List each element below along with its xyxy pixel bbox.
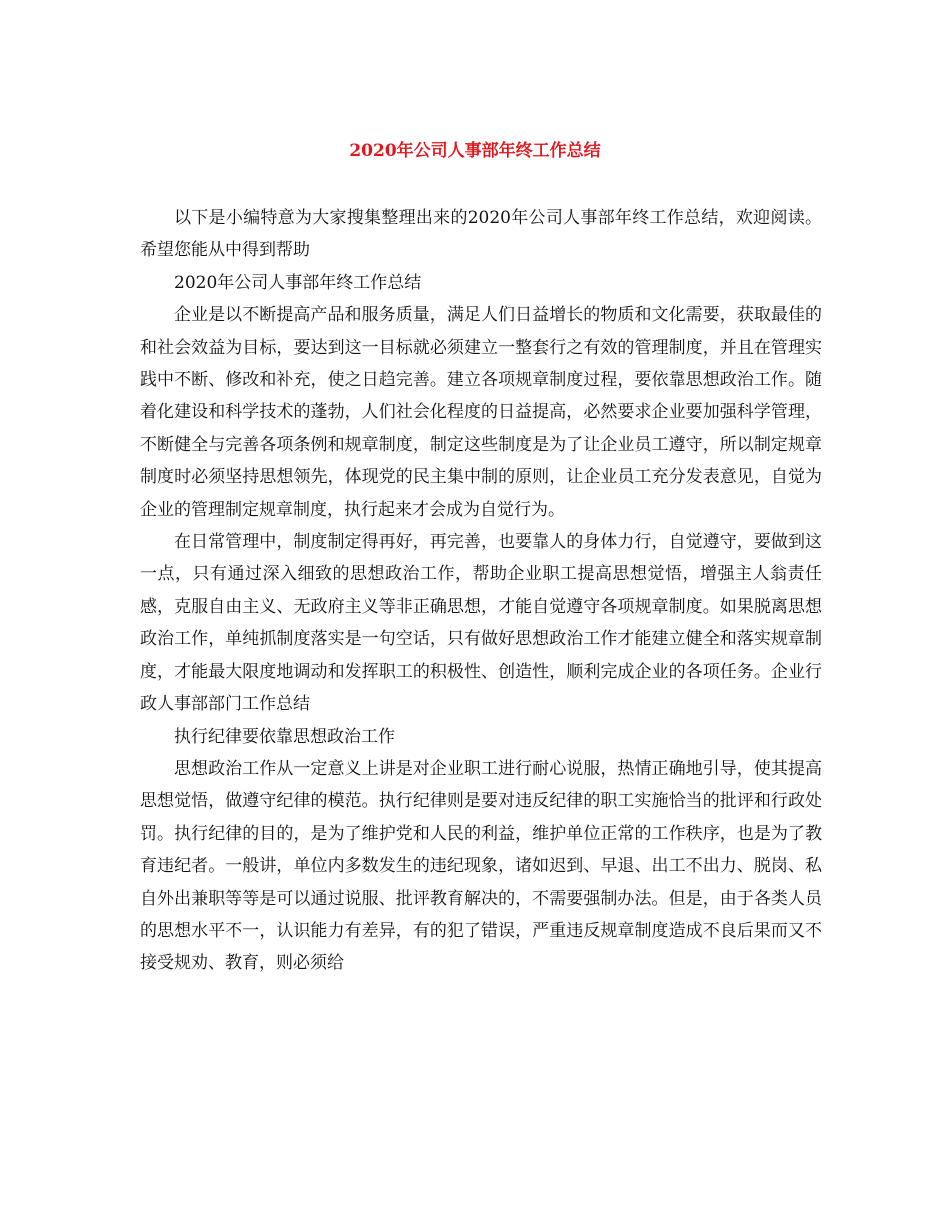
intro-paragraph: 以下是小编特意为大家搜集整理出来的2020年公司人事部年终工作总结，欢迎阅读。希望您能从中得到帮助 xyxy=(140,208,822,261)
document-title: 2020年公司人事部年终工作总结 xyxy=(349,141,601,161)
section-heading-paragraph: 执行纪律要依靠思想政治工作 xyxy=(174,726,395,747)
body-paragraph: 在日常管理中，制度制定得再好，再完善，也要靠人的身体力行，自觉遵守，要做到这一点，只有通过深入细致的思想政治工作，帮助企业职工提高思想觉悟，增强主人翁责任感，克服自由主义、无政府主义等非正确思想，才能自觉遵守各项规章制度。如果脱离思想政治工作，单纯抓制度落实是一句空话，只有做好思想政治工作才能建立健全和落实规章制度，才能最大限度地调动和发挥职工的积极性、创造性，顺利完成企业的各项任务。企业行政人事部部门工作总结 xyxy=(140,532,822,715)
body-paragraph: 企业是以不断提高产品和服务质量，满足人们日益增长的物质和文化需要，获取最佳的和社会效益为目标，要达到这一目标就必须建立一整套行之有效的管理制度，并且在管理实践中不断、修改和补充，使之日趋完善。建立各项规章制度过程，要依靠思想政治工作。随着化建设和科学技术的蓬勃，人们社会化程度的日益提高，必然要求企业要加强科学管理，不断健全与完善各项条例和规章制度，制定这些制度是为了让企业员工遵守，所以制定规章制度时必须坚持思想领先，体现党的民主集中制的原则，让企业员工充分发表意见，自觉为企业的管理制定规章制度，执行起来才会成为自觉行为。 xyxy=(140,305,822,520)
subtitle-paragraph: 2020年公司人事部年终工作总结 xyxy=(174,272,422,293)
document-body xyxy=(140,202,822,980)
body-paragraph: 思想政治工作从一定意义上讲是对企业职工进行耐心说服，热情正确地引导，使其提高思想觉悟，做遵守纪律的模范。执行纪律则是要对违反纪律的职工实施恰当的批评和行政处罚。执行纪律的目的，是为了维护党和人民的利益，维护单位正常的工作秩序，也是为了教育违纪者。一般讲，单位内多数发生的违纪现象，诸如迟到、早退、出工不出力、脱岗、私自外出兼职等等是可以通过说服、批评教育解决的，不需要强制办法。但是，由于各类人员的思想水平不一，认识能力有差异，有的犯了错误，严重违反规章制度造成不良后果而又不接受规劝、教育，则必须给 xyxy=(140,758,822,974)
